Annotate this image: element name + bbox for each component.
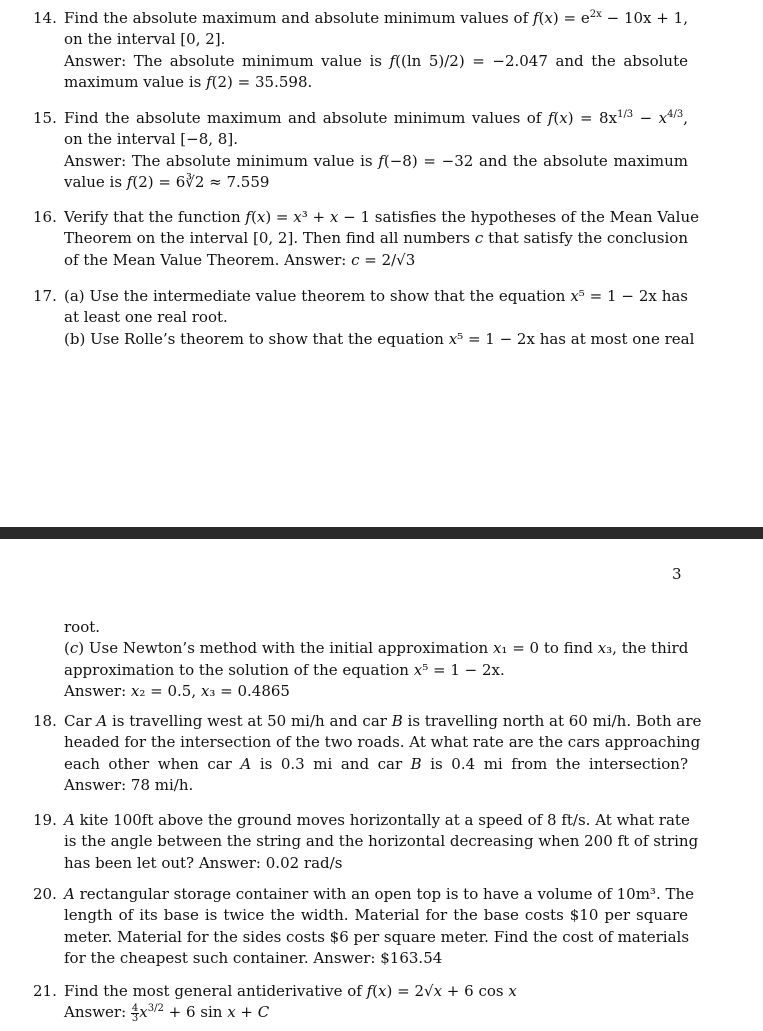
- text-line: at least one real root.: [64, 308, 228, 327]
- text-line: Answer: x₂ = 0.5, x₃ = 0.4865: [64, 681, 290, 700]
- problem-text: [64, 810, 699, 874]
- text-line: Find the absolute maximum and absolute minimum values of $f(x) = e^{2x} - 10x + 1$,: [64, 9, 688, 27]
- text-line: each other when car A is 0.3 mi and car B is 0.4 mi from the intersection?: [64, 754, 688, 773]
- text-line: Verify that the function f(x) = x³ + x − 1 satisfies the hypotheses of the Mean Value: [64, 208, 700, 226]
- problem-number: 15.: [33, 109, 57, 127]
- text-line: headed for the intersection of the two roads. At what rate are the cars approaching: [64, 733, 701, 752]
- problem-text: [64, 207, 700, 271]
- text-line: length of its base is twice the width. Material for the base costs $10 per square: [64, 906, 688, 925]
- problem-number: 17.: [33, 287, 57, 305]
- text-line: A rectangular storage container with an open top is to have a volume of 10m³. The: [64, 885, 695, 903]
- problem-text: [64, 711, 702, 796]
- text-line: value is f(2) = 6∛2 ≈ 7.559: [64, 172, 270, 191]
- text-line: meter. Material for the sides costs $6 per square meter. Find the cost of materials: [64, 927, 690, 946]
- problem-text: [64, 8, 688, 93]
- text-line: is the angle between the string and the horizontal decreasing when 200 ft of string: [64, 832, 699, 851]
- problem-text: [64, 286, 695, 350]
- text-line: A kite 100ft above the ground moves horizontally at a speed of 8 ft/s. At what rate: [64, 811, 690, 829]
- problem-text: [64, 617, 688, 702]
- problem-number: 18.: [33, 712, 57, 730]
- text-line: maximum value is f(2) = 35.598.: [64, 72, 313, 91]
- text-line: (c) Use Newton’s method with the initial approximation x₁ = 0 to find x₃, the third: [64, 639, 689, 658]
- text-line: (a) Use the intermediate value theorem to show that the equation x⁵ = 1 − 2x has: [64, 287, 688, 305]
- text-line: Answer: The absolute minimum value is f(−8) = −32 and the absolute maximum: [64, 151, 688, 170]
- problem-number: 21.: [33, 982, 57, 1000]
- text-line: Find the absolute maximum and absolute minimum values of $f(x) = 8x^{1/3} - x^{4/3}$,: [64, 109, 689, 127]
- text-line: (b) Use Rolle’s theorem to show that the equation x⁵ = 1 − 2x has at most one real: [64, 329, 695, 348]
- text-line: Answer: 78 mi/h.: [64, 775, 194, 794]
- page-number: 3: [672, 565, 682, 583]
- text-line: has been let out? Answer: 0.02 rad/s: [64, 853, 343, 872]
- problem-number: 16.: [33, 208, 57, 226]
- text-line: on the interval [0, 2].: [64, 30, 226, 49]
- page-separator: [0, 527, 763, 539]
- text-line: root.: [64, 618, 101, 636]
- problem-text: [64, 981, 688, 1024]
- text-line: on the interval [−8, 8].: [64, 130, 238, 149]
- problem-text: [64, 884, 695, 969]
- problem-number: 20.: [33, 885, 57, 903]
- text-line: Answer: $\frac{4}{3}$ $x^{3/2} + 6$ sin x + C: [64, 1002, 270, 1024]
- problem-number: 19.: [33, 811, 57, 829]
- text-line: approximation to the solution of the equation x⁵ = 1 − 2x.: [64, 660, 505, 679]
- text-line: for the cheapest such container. Answer: $163.54: [64, 948, 443, 967]
- problem-number: 14.: [33, 9, 57, 27]
- text-line: Car A is travelling west at 50 mi/h and car B is travelling north at 60 mi/h. Both are: [64, 712, 702, 730]
- text-line: Find the most general antiderivative of f(x) = 2√x + 6 cos x: [64, 982, 517, 1000]
- problem-text: [64, 108, 688, 193]
- text-line: Theorem on the interval [0, 2]. Then find all numbers c that satisfy the conclusion: [64, 229, 688, 248]
- text-line: Answer: The absolute minimum value is f((ln 5)/2) = −2.047 and the absolute: [64, 51, 688, 70]
- text-line: of the Mean Value Theorem. Answer: c = 2/√3: [64, 250, 416, 269]
